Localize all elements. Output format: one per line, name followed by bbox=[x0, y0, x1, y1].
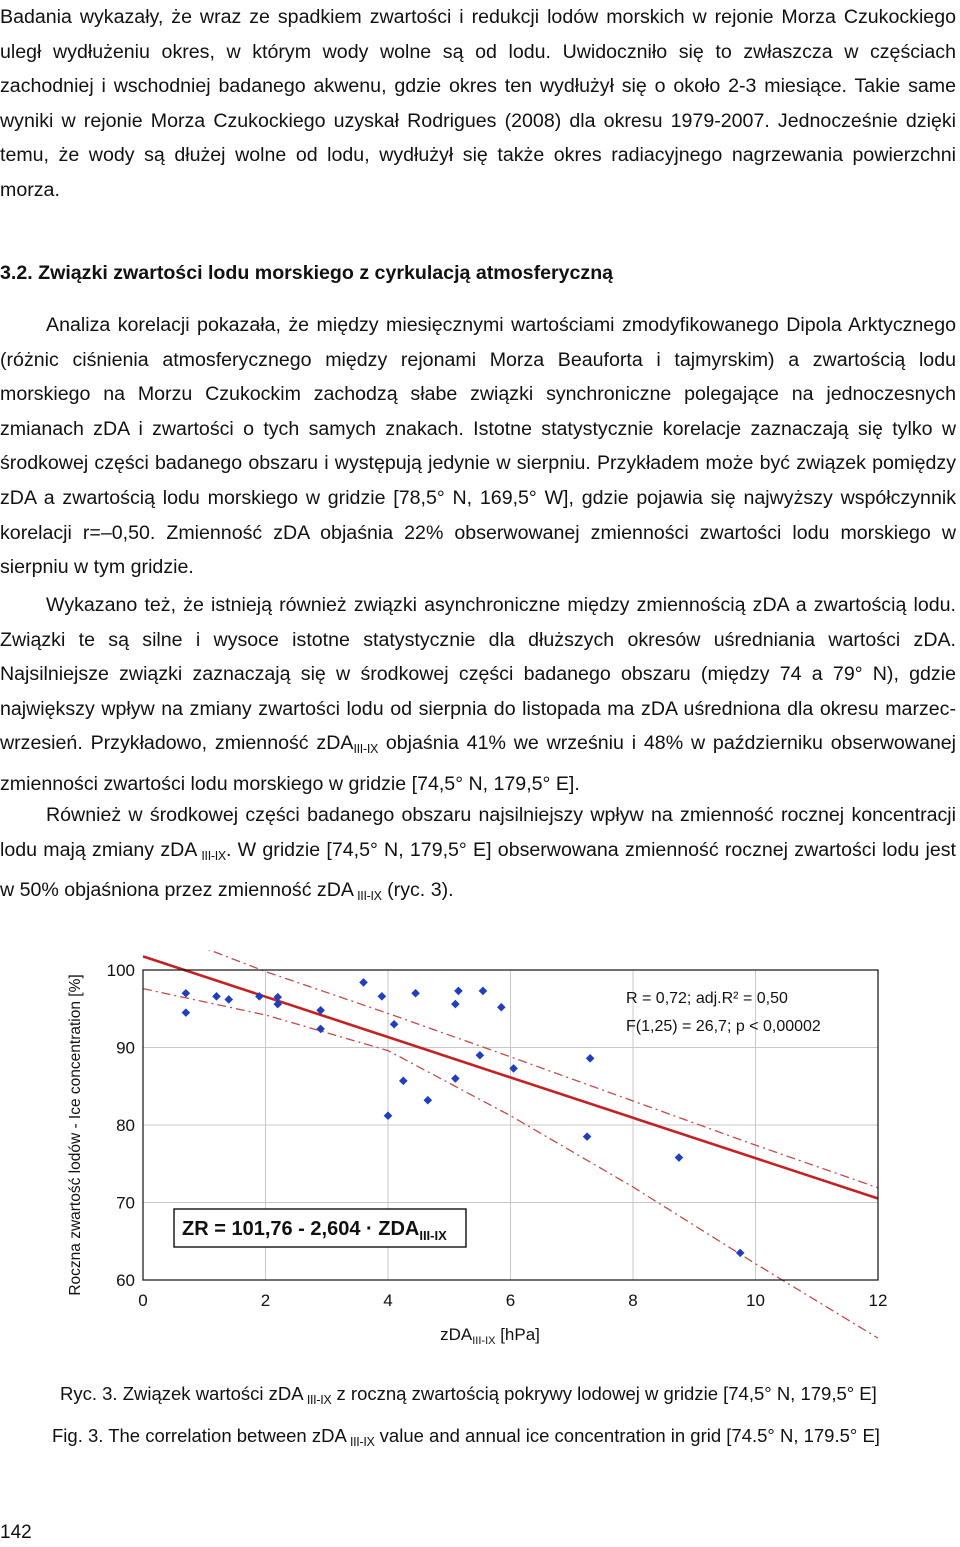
data-point bbox=[390, 1020, 399, 1029]
data-point bbox=[424, 1096, 433, 1105]
x-tick-label: 4 bbox=[383, 1291, 393, 1310]
stats-line-2: F(1,25) = 26,7; p < 0,00002 bbox=[626, 1018, 821, 1035]
paragraph-4 bbox=[0, 798, 956, 914]
paragraph-3-text-b: objaśnia 41% we wrześniu i 48% w październiku obserwowanej zmienności zwartości lodu morskiego w gridzie [74,5° N, 179,5° E]. bbox=[0, 732, 957, 795]
caption-en-text-b: value and annual ice concentration in grid [74.5° N, 179.5° E] bbox=[374, 1425, 880, 1446]
y-tick-label: 70 bbox=[116, 1193, 135, 1213]
subscript: III-IX bbox=[197, 848, 226, 863]
data-point bbox=[359, 978, 368, 987]
paragraph-4-text-a: Również w środkowej części badanego obszaru najsilniejszy wpływ na zmienność rocznej koncentracji lodu mają zmiany zDA bbox=[0, 804, 956, 861]
x-axis-label-sub: III-IX bbox=[472, 1335, 496, 1347]
data-point bbox=[411, 989, 420, 998]
data-point bbox=[451, 1074, 460, 1083]
axis-ticks bbox=[107, 961, 888, 1310]
data-point bbox=[212, 992, 221, 1001]
data-point bbox=[384, 1111, 393, 1120]
data-point bbox=[675, 1153, 684, 1162]
caption-pl-text-b: z roczną zwartością pokrywy lodowej w gridzie [74,5° N, 179,5° E] bbox=[331, 1383, 877, 1404]
y-tick-label: 90 bbox=[116, 1038, 135, 1058]
y-tick-label: 60 bbox=[116, 1271, 135, 1290]
section-heading: 3.2. Związki zwartości lodu morskiego z cyrkulacją atmosferyczną bbox=[0, 262, 614, 284]
subscript: III-IX bbox=[353, 889, 382, 904]
x-axis-label bbox=[440, 1325, 540, 1347]
data-point bbox=[399, 1077, 408, 1086]
x-axis-label-unit: [hPa] bbox=[495, 1325, 540, 1344]
paragraph-1: Badania wykazały, że wraz ze spadkiem zwartości i redukcji lodów morskich w rejonie Morza Czukockiego uległ wydłużeniu okres, w którym wody wolne są od lodu. Uwidoczniło się to zwłaszcza w częściach zachodniej i wschodniej badanego akwenu, gdzie okres ten wydłużył się o około 2-3 miesiące. Takie same wyniki w rejonie Morza Czukockiego uzyskał Rodrigues (2008) dla okresu 1979-2007. Jednocześnie dzięki temu, że wody są dłużej wolne od lodu, wydłużył się także okres radiacyjnego nagrzewania powierzchni morza. bbox=[0, 6, 956, 201]
data-point bbox=[736, 1249, 745, 1258]
data-point bbox=[479, 987, 488, 996]
x-tick-label: 6 bbox=[505, 1291, 516, 1310]
data-point bbox=[182, 1008, 191, 1017]
paragraph-3 bbox=[0, 588, 956, 802]
data-point bbox=[497, 1003, 506, 1012]
equation-sub: III-IX bbox=[419, 1228, 447, 1243]
data-point bbox=[182, 989, 191, 998]
data-point bbox=[378, 992, 387, 1001]
data-point bbox=[586, 1054, 595, 1063]
page-number: 142 bbox=[0, 1522, 32, 1543]
data-point bbox=[476, 1051, 485, 1060]
x-tick-label: 10 bbox=[746, 1291, 765, 1310]
figure-caption-en bbox=[52, 1424, 880, 1454]
data-point bbox=[583, 1132, 592, 1141]
data-point bbox=[224, 995, 233, 1004]
caption-pl-text-a: Ryc. 3. Związek wartości zDA bbox=[60, 1383, 304, 1404]
x-tick-label: 0 bbox=[138, 1291, 148, 1310]
y-tick-label: 80 bbox=[116, 1116, 135, 1135]
x-tick-label: 12 bbox=[868, 1291, 888, 1310]
figure-caption-pl bbox=[60, 1382, 877, 1412]
paragraph-4-text-c: (ryc. 3). bbox=[381, 879, 454, 902]
scatter-chart bbox=[60, 950, 900, 1350]
subscript: III-IX bbox=[303, 1393, 332, 1407]
paragraph-3-text-a: Wykazano też, że istnieją również związki asynchroniczne między zmiennością zDA a zwartością lodu. Związki te są silne i wysoce istotne statystycznie dla dłuższych okresów uśredniania wartości zDA. Najsilniejsze związki zaznaczają się w środkowej części badanego obszaru (między 74 a 79° N), gdzie największy wpływ na zmiany zwartości lodu od sierpnia do listopada ma zDA uśredniona dla okresu marzec-wrzesień. Przykładowo, zmienność zDA bbox=[0, 594, 956, 755]
x-tick-label: 8 bbox=[628, 1291, 638, 1310]
caption-en-text-a: Fig. 3. The correlation between zDA bbox=[52, 1425, 347, 1446]
stats-line-1: R = 0,72; adj.R² = 0,50 bbox=[626, 990, 788, 1007]
paragraph-2: Analiza korelacji pokazała, że między miesięcznymi wartościami zmodyfikowanego Dipola Arktycznego (różnic ciśnienia atmosferycznego między rejonami Morza Beauforta i tajmyrskim) a zwartością lodu morskiego na Morzu Czukockim zachodzą słabe związki synchroniczne polegające na jednoczesnych zmianach zDA i zwartości o tych samych znakach. Istotne statystycznie korelacje zaznaczają się tylko w środkowej części badanego obszaru i występują jedynie w sierpniu. Przykładem może być związek pomiędzy zDA a zwartością lodu morskiego w gridzie [78,5° N, 169,5° W], gdzie pojawia się najwyższy współczynnik korelacji r=–0,50. Zmienność zDA objaśnia 22% obserwowanej zmienności zwartości lodu morskiego w sierpniu w tym gridzie. bbox=[0, 314, 956, 579]
subscript: III-IX bbox=[353, 742, 379, 757]
x-axis-label-main: zDA bbox=[440, 1325, 473, 1344]
data-point bbox=[451, 1000, 460, 1009]
regression-equation bbox=[182, 1218, 447, 1243]
data-point bbox=[454, 987, 463, 996]
paragraph-4-text-b: . W gridzie [74,5° N, 179,5° E] obserwowana zmienność rocznej zwartości lodu jest w 50% objaśniona przez zmienność zDA bbox=[0, 838, 956, 902]
y-tick-label: 100 bbox=[106, 961, 135, 980]
subscript: III-IX bbox=[346, 1435, 375, 1449]
equation-main: ZR = 101,76 - 2,604 · ZDA bbox=[182, 1218, 420, 1240]
y-axis-label: Roczna zwartość lodów - Ice concentration [%] bbox=[67, 974, 84, 1296]
x-tick-label: 2 bbox=[260, 1291, 271, 1310]
